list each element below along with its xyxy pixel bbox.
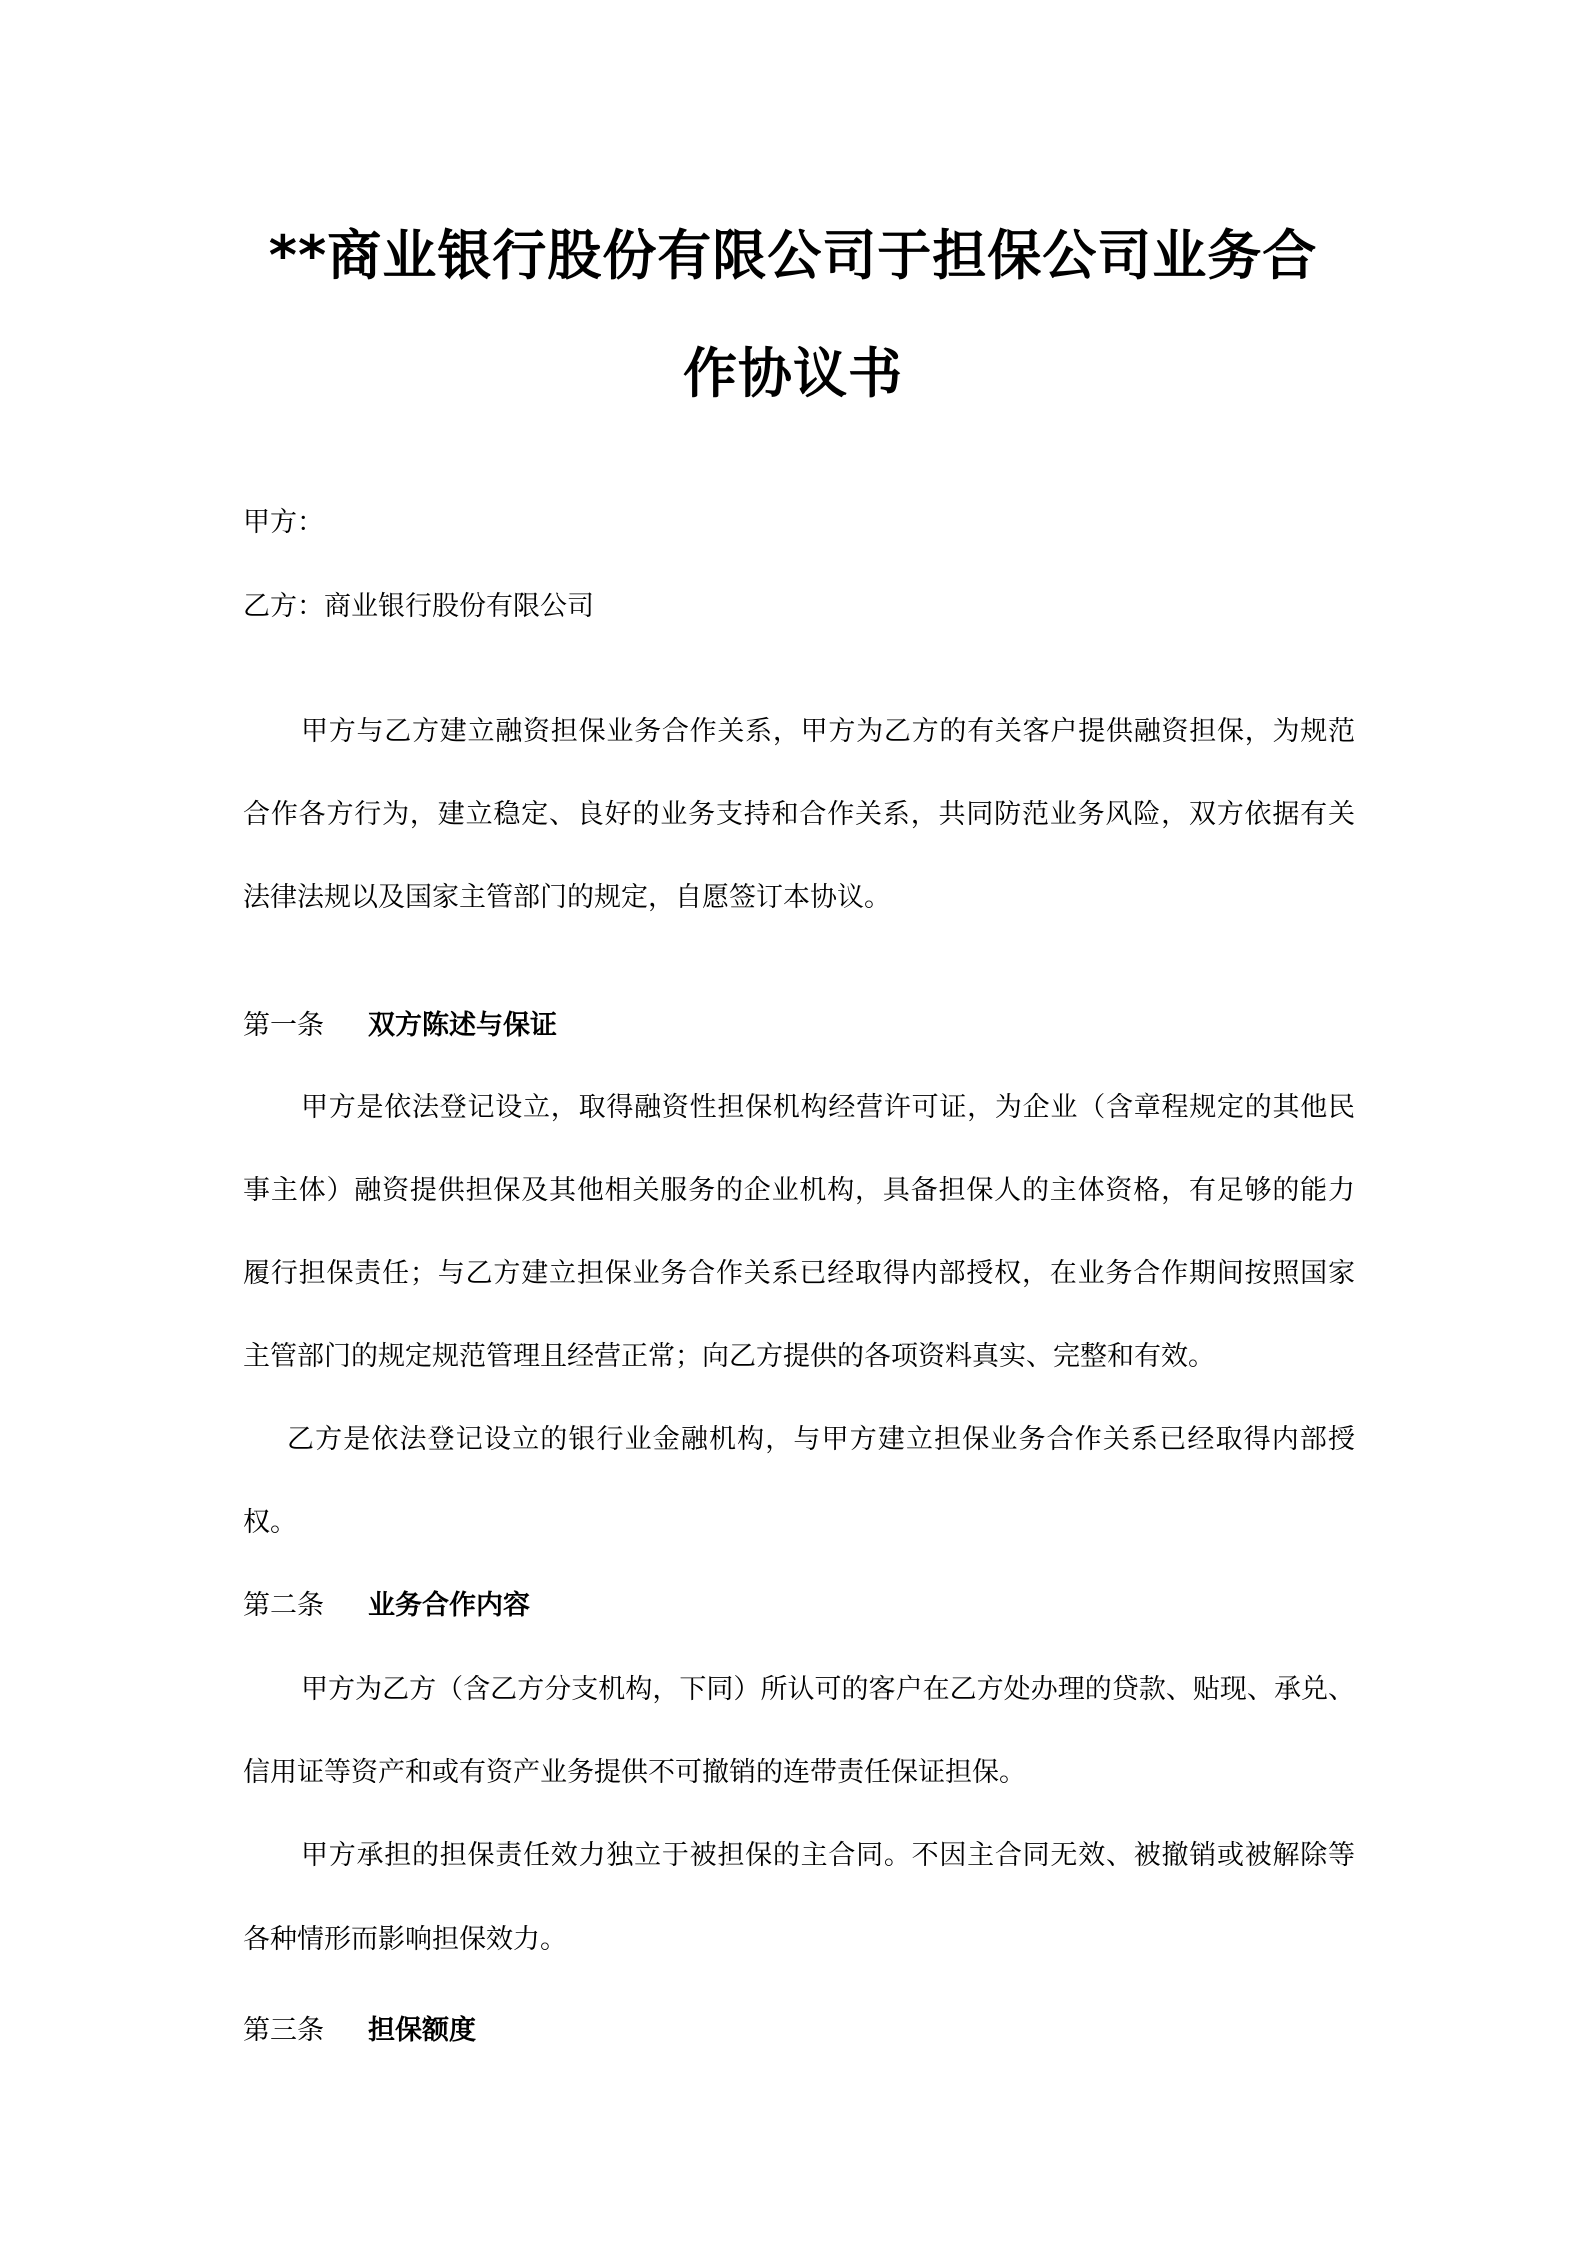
party-a-label: 甲方： — [243, 507, 324, 538]
document-title-line-2: 作协议书 — [683, 342, 903, 405]
paragraph-line: 履行担保责任；与乙方建立担保业务合作关系已经取得内部授权，在业务合作期间按照国家 — [243, 1258, 1355, 1289]
article-number: 第二条 — [243, 1590, 324, 1621]
document-title-line-1: **商业银行股份有限公司于担保公司业务合 — [268, 224, 1318, 287]
article-title: 业务合作内容 — [368, 1590, 530, 1621]
paragraph-line: 事主体）融资提供担保及其他相关服务的企业机构，具备担保人的主体资格，有足够的能力 — [243, 1175, 1355, 1206]
article-title: 担保额度 — [368, 2015, 476, 2046]
paragraph-line: 甲方是依法登记设立，取得融资性担保机构经营许可证，为企业（含章程规定的其他民 — [301, 1092, 1355, 1123]
paragraph-line: 各种情形而影响担保效力。 — [243, 1924, 567, 1955]
party-b-label: 乙方：商业银行股份有限公司 — [243, 591, 594, 622]
article-number: 第一条 — [243, 1010, 324, 1041]
intro-line: 甲方与乙方建立融资担保业务合作关系，甲方为乙方的有关客户提供融资担保，为规范 — [301, 716, 1355, 747]
article-title: 双方陈述与保证 — [368, 1010, 557, 1041]
paragraph-line: 甲方为乙方（含乙方分支机构，下同）所认可的客户在乙方处办理的贷款、贴现、承兑、 — [301, 1674, 1355, 1705]
paragraph-line: 乙方是依法登记设立的银行业金融机构，与甲方建立担保业务合作关系已经取得内部授 — [287, 1424, 1355, 1455]
paragraph-line: 信用证等资产和或有资产业务提供不可撤销的连带责任保证担保。 — [243, 1757, 1026, 1788]
article-number: 第三条 — [243, 2015, 324, 2046]
paragraph-line: 主管部门的规定规范管理且经营正常；向乙方提供的各项资料真实、完整和有效。 — [243, 1341, 1215, 1372]
article-heading — [243, 1007, 557, 1044]
paragraph-line: 甲方承担的担保责任效力独立于被担保的主合同。不因主合同无效、被撤销或被解除等 — [301, 1840, 1355, 1871]
intro-line: 合作各方行为，建立稳定、良好的业务支持和合作关系，共同防范业务风险，双方依据有关 — [243, 799, 1355, 830]
article-heading — [243, 1587, 530, 1624]
intro-line: 法律法规以及国家主管部门的规定，自愿签订本协议。 — [243, 882, 891, 913]
paragraph-line: 权。 — [243, 1507, 297, 1538]
article-heading — [243, 2012, 476, 2049]
